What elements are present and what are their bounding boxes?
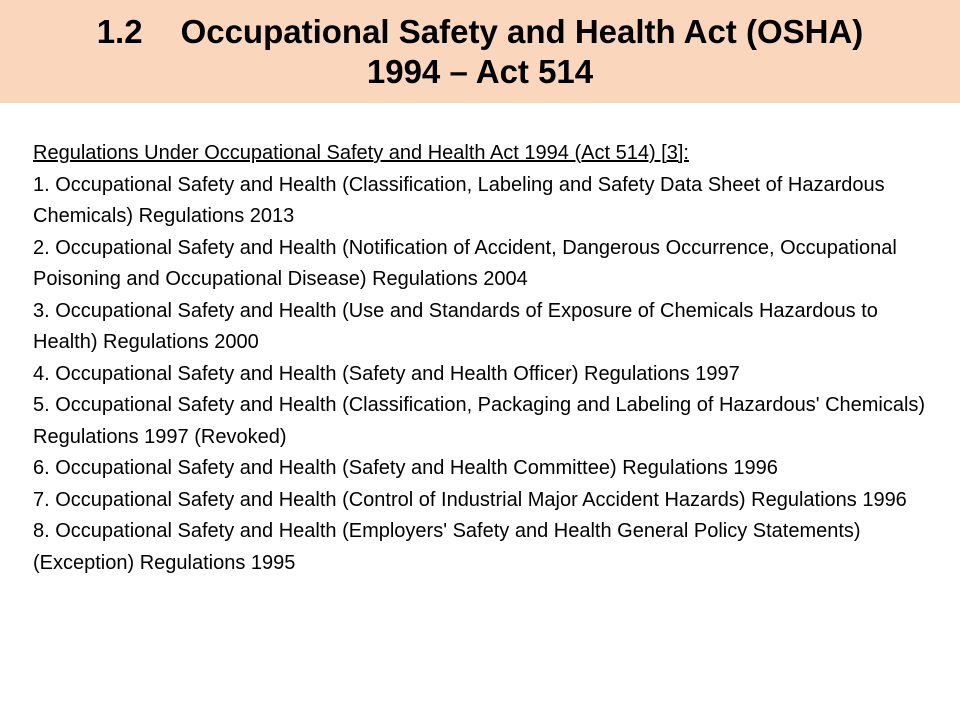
title-text: Occupational Safety and Health Act (OSHA) <box>180 12 864 50</box>
regulation-item-3: 3. Occupational Safety and Health (Use and Standards of Exposure of Chemicals Hazardous to Health) Regulations 2000 <box>33 299 878 353</box>
regulation-item-2: 2. Occupational Safety and Health (Notification of Accident, Dangerous Occurrence, Occupational Poisoning and Occupational Disease) Regulations 2004 <box>33 236 897 290</box>
regulation-item-5: 5. Occupational Safety and Health (Classification, Packaging and Labeling of Hazardous' Chemicals) Regulations 1997 (Revoked) <box>33 394 926 448</box>
section-number: 1.2 <box>96 12 143 50</box>
regulation-item-1: 1. Occupational Safety and Health (Classification, Labeling and Safety Data Sheet of Hazardous Chemicals) Regulations 2013 <box>33 173 885 227</box>
regulations-list <box>33 138 938 579</box>
regulation-item-7: 7. Occupational Safety and Health (Control of Industrial Major Accident Hazards) Regulations 1996 <box>33 488 907 511</box>
slide-title-line-1 <box>97 12 864 52</box>
slide-title-line-2: 1994 – Act 514 <box>366 52 594 90</box>
regulations-intro: Regulations Under Occupational Safety and Health Act 1994 (Act 514) [3]: <box>33 142 689 164</box>
regulation-item-6: 6. Occupational Safety and Health (Safety and Health Committee) Regulations 1996 <box>33 457 778 479</box>
regulation-item-8: 8. Occupational Safety and Health (Employers' Safety and Health General Policy Statements) (Exception) Regulations 1995 <box>33 520 861 574</box>
title-band <box>0 0 960 103</box>
regulation-item-4: 4. Occupational Safety and Health (Safety and Health Officer) Regulations 1997 <box>33 362 740 385</box>
